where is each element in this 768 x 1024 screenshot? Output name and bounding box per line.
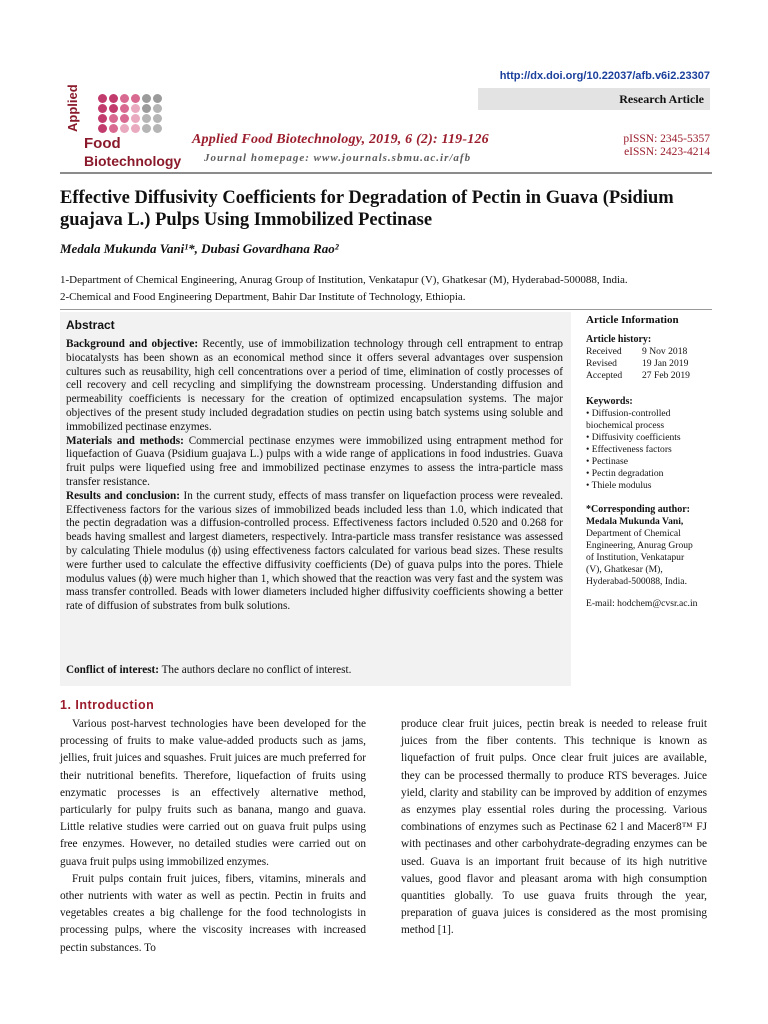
logo-dot — [98, 94, 107, 103]
intro-paragraph-1: Various post-harvest technologies have been developed for the processing of fruits to make value-added products such as jams, jellies, fruit juices and squashes. Fruit juices are much preferred for their nutritional benefits. Therefore, liquefaction of fruits using enzymatic processes is an effectively alternative method, particularly for pulpy fruits such as banana, mango and guava. Little relative studies were carried out on guava fruit pulps using free enzymes. However, no detailed studies were carried out on guava fruit pulps using immobilized enzymes. — [60, 718, 366, 868]
abstract-body — [66, 338, 563, 614]
history-date: 19 Jan 2019 — [642, 358, 689, 369]
pissn: pISSN: 2345-5357 — [623, 133, 710, 145]
article-title: Effective Diffusivity Coefficients for Degradation of Pectin in Guava (Psidium guajava L.) Pulps Using Immobilized Pectinase — [60, 188, 674, 230]
logo-dot — [109, 104, 118, 113]
keyword-item: • Diffusivity coefficients — [586, 432, 681, 443]
history-date: 9 Nov 2018 — [642, 346, 688, 357]
logo-dot — [131, 114, 140, 123]
logo-dot-grid — [98, 94, 164, 133]
logo-dot — [98, 124, 107, 133]
affiliation-divider — [60, 309, 712, 310]
history-heading: Article history: — [586, 334, 652, 345]
keyword-item: • Thiele modulus — [586, 480, 652, 491]
article-info-heading: Article Information — [586, 314, 679, 326]
logo-dot — [142, 94, 151, 103]
corresponding-author-line: Department of Chemical — [586, 528, 681, 539]
abstract-results — [66, 490, 563, 614]
corresponding-author-line: Hyderabad-500088, India. — [586, 576, 687, 587]
body-column-left — [60, 716, 366, 957]
logo-word-food: Food — [84, 135, 121, 152]
article-authors: Medala Mukunda Vani¹*, Dubasi Govardhana Rao² — [60, 241, 339, 256]
body-column-right — [401, 716, 707, 940]
logo-dot — [120, 104, 129, 113]
logo-dot — [109, 124, 118, 133]
corresponding-author-line: (V), Ghatkesar (M), — [586, 564, 663, 575]
logo-dot — [142, 104, 151, 113]
corresponding-author-line: of Institution, Venkatapur — [586, 552, 685, 563]
logo-dot — [153, 124, 162, 133]
logo-dot — [98, 104, 107, 113]
conflict-text: The authors declare no conflict of interest. — [159, 664, 352, 676]
history-label: Received — [586, 346, 622, 357]
issn-block — [623, 133, 710, 159]
header-divider — [60, 172, 712, 174]
corresponding-author-line: Engineering, Anurag Group — [586, 540, 693, 551]
keyword-item: biochemical process — [586, 420, 665, 431]
intro-paragraph-continued: produce clear fruit juices, pectin break is needed to release fruit juices from the fiber contents. This technique is known as liquefaction of fruit pulps. Once clear fruit juices are available, they can be processed thermally to produce RTS beverages. Juice yield, clarity and stability can be improved by addition of enzymes as enzymes play essential roles during the processing. Various combinations of enzymes such as Pectinase 62 l and Macer8™ FJ with pectinases and other carbohydrate-degrading enzymes can be used. Guava is an important fruit because of its high nutritive values, good flavor and pleasant aroma with high consumption quantities globally. To use guava fruits through the year, preparation of guava juices is considered as the most promising method [1]. — [401, 718, 707, 937]
article-type-bar: Research Article — [478, 88, 710, 110]
logo-dot — [153, 104, 162, 113]
history-row — [586, 358, 720, 370]
keyword-item: • Pectinase — [586, 456, 628, 467]
keyword-item: • Diffusion-controlled — [586, 408, 671, 419]
journal-citation: Applied Food Biotechnology, 2019, 6 (2): 119-126 — [192, 132, 489, 147]
affiliation-2: 2-Chemical and Food Engineering Department, Bahir Dar Institute of Technology, Ethiopia. — [60, 291, 466, 303]
eissn: eISSN: 2423-4214 — [624, 146, 710, 158]
abstract-methods-label: Materials and methods: — [66, 434, 184, 447]
corresponding-author-email[interactable]: E-mail: hodchem@cvsr.ac.in — [586, 598, 698, 609]
logo-dot — [131, 124, 140, 133]
journal-homepage[interactable]: Journal homepage: www.journals.sbmu.ac.ir/afb — [204, 152, 472, 164]
conflict-label: Conflict of interest: — [66, 664, 159, 676]
corresponding-author-heading: *Corresponding author: — [586, 504, 690, 515]
logo-word-biotechnology: Biotechnology — [84, 153, 182, 169]
logo-word-applied: Applied — [65, 84, 80, 132]
article-info-panel — [586, 314, 720, 610]
logo-dot — [153, 94, 162, 103]
abstract-heading: Abstract — [66, 318, 115, 332]
history-label: Accepted — [586, 370, 623, 381]
history-label: Revised — [586, 358, 617, 369]
keyword-item: • Pectin degradation — [586, 468, 664, 479]
logo-dot — [109, 114, 118, 123]
abstract-box — [60, 312, 571, 686]
abstract-results-label: Results and conclusion: — [66, 489, 180, 502]
abstract-results-text: In the current study, effects of mass transfer on liquefaction process were revealed. Effectiveness factors for the various sizes of immobilized beads included less than 1.0, which indicated that the pectin degradation was a diffusion-controlled process. Effectiveness factors included 0.520 and 0.268 for beads having smallest and largest diameters, respectively. Intra-particle mass transfer resistance was assessed by calculating Thiele modulus (ϕ) using effectiveness factors calculated for various bead sizes. These results were further used to calculate the effective diffusivity coefficients (De) of guava pulps into the pores. Thiele modulus values (ϕ) were much higher than 1, which showed that the reaction was very fast and the system was mass transfer controlled. Beads with lower diameters included higher diffusivity coefficients showing a better rate of diffusion of substrates from bulk solutions. — [66, 489, 563, 613]
logo-dot — [142, 114, 151, 123]
abstract-background-label: Background and objective: — [66, 338, 199, 350]
keyword-item: • Effectiveness factors — [586, 444, 672, 455]
abstract-methods — [66, 435, 563, 490]
logo-dot — [131, 104, 140, 113]
logo-dot — [120, 94, 129, 103]
abstract-methods-text: Commercial pectinase enzymes were immobilized using entrapment method for liquefaction of Guava (Psidium guajava L.) pulps with a wide range of applications in food industries. Guava fruit pulps were liquefied using free and immobilized pectinase enzymes to assess the intra-particle mass transfer resistance. — [66, 434, 563, 488]
history-row — [586, 370, 720, 382]
logo-dot — [131, 94, 140, 103]
keywords-heading: Keywords: — [586, 396, 633, 407]
history-date: 27 Feb 2019 — [642, 370, 690, 381]
logo-dot — [120, 114, 129, 123]
doi-link[interactable]: http://dx.doi.org/10.22037/afb.v6i2.23307 — [499, 70, 710, 82]
journal-logo — [60, 84, 182, 176]
logo-dot — [153, 114, 162, 123]
abstract-background — [66, 338, 563, 435]
affiliation-1: 1-Department of Chemical Engineering, Anurag Group of Institution, Venkatapur (V), Ghatkesar (M), Hyderabad-500088, India. — [60, 274, 628, 286]
logo-dot — [120, 124, 129, 133]
logo-dot — [109, 94, 118, 103]
corresponding-author-name: Medala Mukunda Vani, — [586, 516, 684, 527]
abstract-background-text: Recently, use of immobilization technology through cell entrapment to entrap biocatalysts has been shown as an economical method since it offers several advantages over suspension cultures such as reusability, high cell concentrations over a period of time, elimination of costly processes of cell recovery and cell recycling and simplifying the downstream processing. Understanding diffusion and permeability coefficients is necessary for the creation of optimized encapsulation systems. The major objectives of the present study included degradation studies on pectin using batch systems using soluble and immobilized pectinase enzymes. — [66, 338, 563, 433]
history-row — [586, 346, 720, 358]
logo-dot — [142, 124, 151, 133]
logo-dot — [98, 114, 107, 123]
abstract-conflict — [66, 664, 351, 676]
intro-paragraph-2: Fruit pulps contain fruit juices, fibers, vitamins, minerals and other nutrients with water as well as pectin. Pectin in fruits and vegetables creates a big challenge for the food technologists in processing pulps, where the viscosity increases with increased pectin substances. To — [60, 872, 366, 954]
introduction-heading: 1. Introduction — [60, 698, 155, 712]
